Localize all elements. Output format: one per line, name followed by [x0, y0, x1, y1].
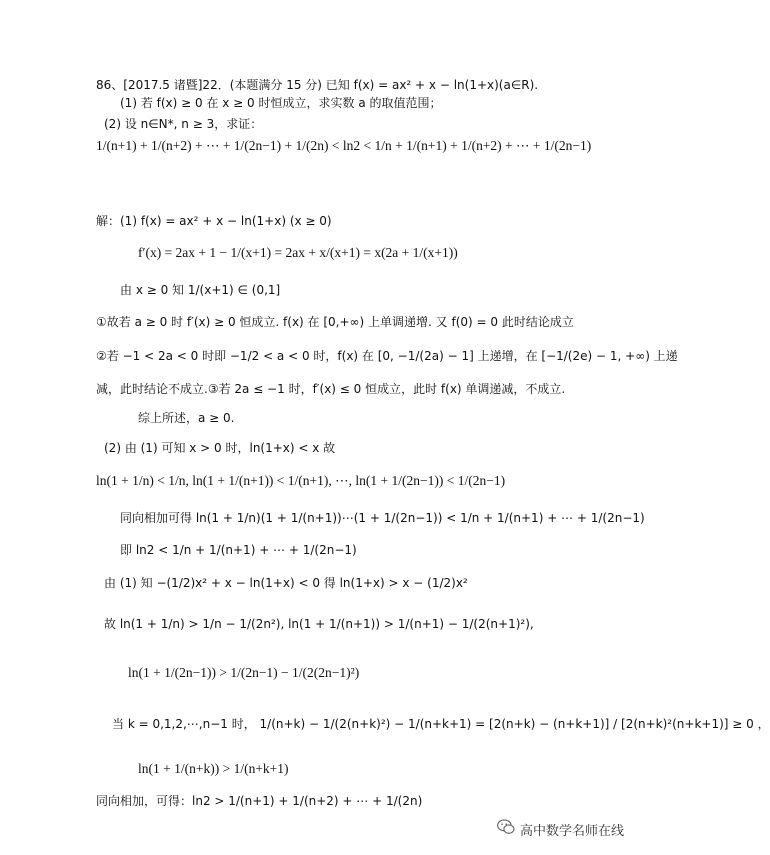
solution-line-13: 故 ln(1 + 1/n) > 1/n − 1/(2n²), ln(1 + 1/(n+1)) > 1/(n+1) − 1/(2(n+1)²), — [104, 617, 534, 631]
solution-line-9: ln(1 + 1/n) < 1/n, ln(1 + 1/(n+1)) < 1/(n+1), ⋯, ln(1 + 1/(2n−1)) < 1/(2n−1) — [96, 473, 506, 488]
solution-line-8: (2) 由 (1) 可知 x > 0 时，ln(1+x) < x 故 — [104, 441, 336, 455]
solution-line-14: ln(1 + 1/(2n−1)) > 1/(2n−1) − 1/(2(2n−1)²) — [128, 665, 360, 680]
problem-inequality: 1/(n+1) + 1/(n+2) + ⋯ + 1/(2n−1) + 1/(2n) < ln2 < 1/n + 1/(n+1) + 1/(n+2) + ⋯ + 1/(2n−1) — [96, 138, 592, 153]
solution-line-3: 由 x ≥ 0 知 1/(x+1) ∈ (0,1] — [120, 283, 281, 297]
problem-header: 86、[2017.5 诸暨]22．(本题满分 15 分) 已知 f(x) = ax² + x − ln(1+x)(a∈R). — [96, 78, 539, 92]
problem-part1: (1) 若 f(x) ≥ 0 在 x ≥ 0 时恒成立，求实数 a 的取值范围； — [120, 96, 442, 110]
solution-line-12: 由 (1) 知 −(1/2)x² + x − ln(1+x) < 0 得 ln(1+x) > x − (1/2)x² — [104, 576, 468, 590]
solution-line-2: f′(x) = 2ax + 1 − 1/(x+1) = 2ax + x/(x+1) = x(2a + 1/(x+1)) — [138, 245, 458, 260]
watermark-text: 高中数学名师在线 — [519, 823, 624, 839]
solution-line-17: 同向相加，可得：ln2 > 1/(n+1) + 1/(n+2) + ⋯ + 1/(2n) — [96, 794, 423, 808]
solution-line-11: 即 ln2 < 1/n + 1/(n+1) + ⋯ + 1/(2n−1) — [120, 543, 357, 557]
watermark — [496, 817, 624, 841]
solution-line-5: ②若 −1 < 2a < 0 时即 −1/2 < a < 0 时，f(x) 在 [0, −1/(2a) − 1] 上递增，在 [−1/(2e) − 1, +∞) 上递 — [96, 349, 678, 363]
solution-line-10: 同向相加可得 ln(1 + 1/n)(1 + 1/(n+1))⋯(1 + 1/(2n−1)) < 1/n + 1/(n+1) + ⋯ + 1/(2n−1) — [120, 511, 645, 525]
problem-part2: (2) 设 n∈N*, n ≥ 3，求证： — [104, 117, 263, 131]
solution-line-4: ①故若 a ≥ 0 时 f′(x) ≥ 0 恒成立. f(x) 在 [0,+∞) 上单调递增. 又 f(0) = 0 此时结论成立 — [96, 315, 574, 329]
solution-line-6: 减，此时结论不成立.③若 2a ≤ −1 时，f′(x) ≤ 0 恒成立，此时 f(x) 单调递减，不成立. — [96, 382, 566, 396]
wechat-icon — [496, 817, 516, 841]
solution-line-1: 解：(1) f(x) = ax² + x − ln(1+x) (x ≥ 0) — [96, 214, 332, 228]
solution-line-16: ln(1 + 1/(n+k)) > 1/(n+k+1) — [138, 761, 289, 776]
solution-line-7: 综上所述，a ≥ 0. — [138, 411, 235, 425]
solution-line-15: 当 k = 0,1,2,⋯,n−1 时， 1/(n+k) − 1/(2(n+k)²) − 1/(n+k+1) = [2(n+k) − (n+k+1)] / [2(n+k)²(n+k+1)] ≥ 0 ， — [112, 717, 770, 731]
